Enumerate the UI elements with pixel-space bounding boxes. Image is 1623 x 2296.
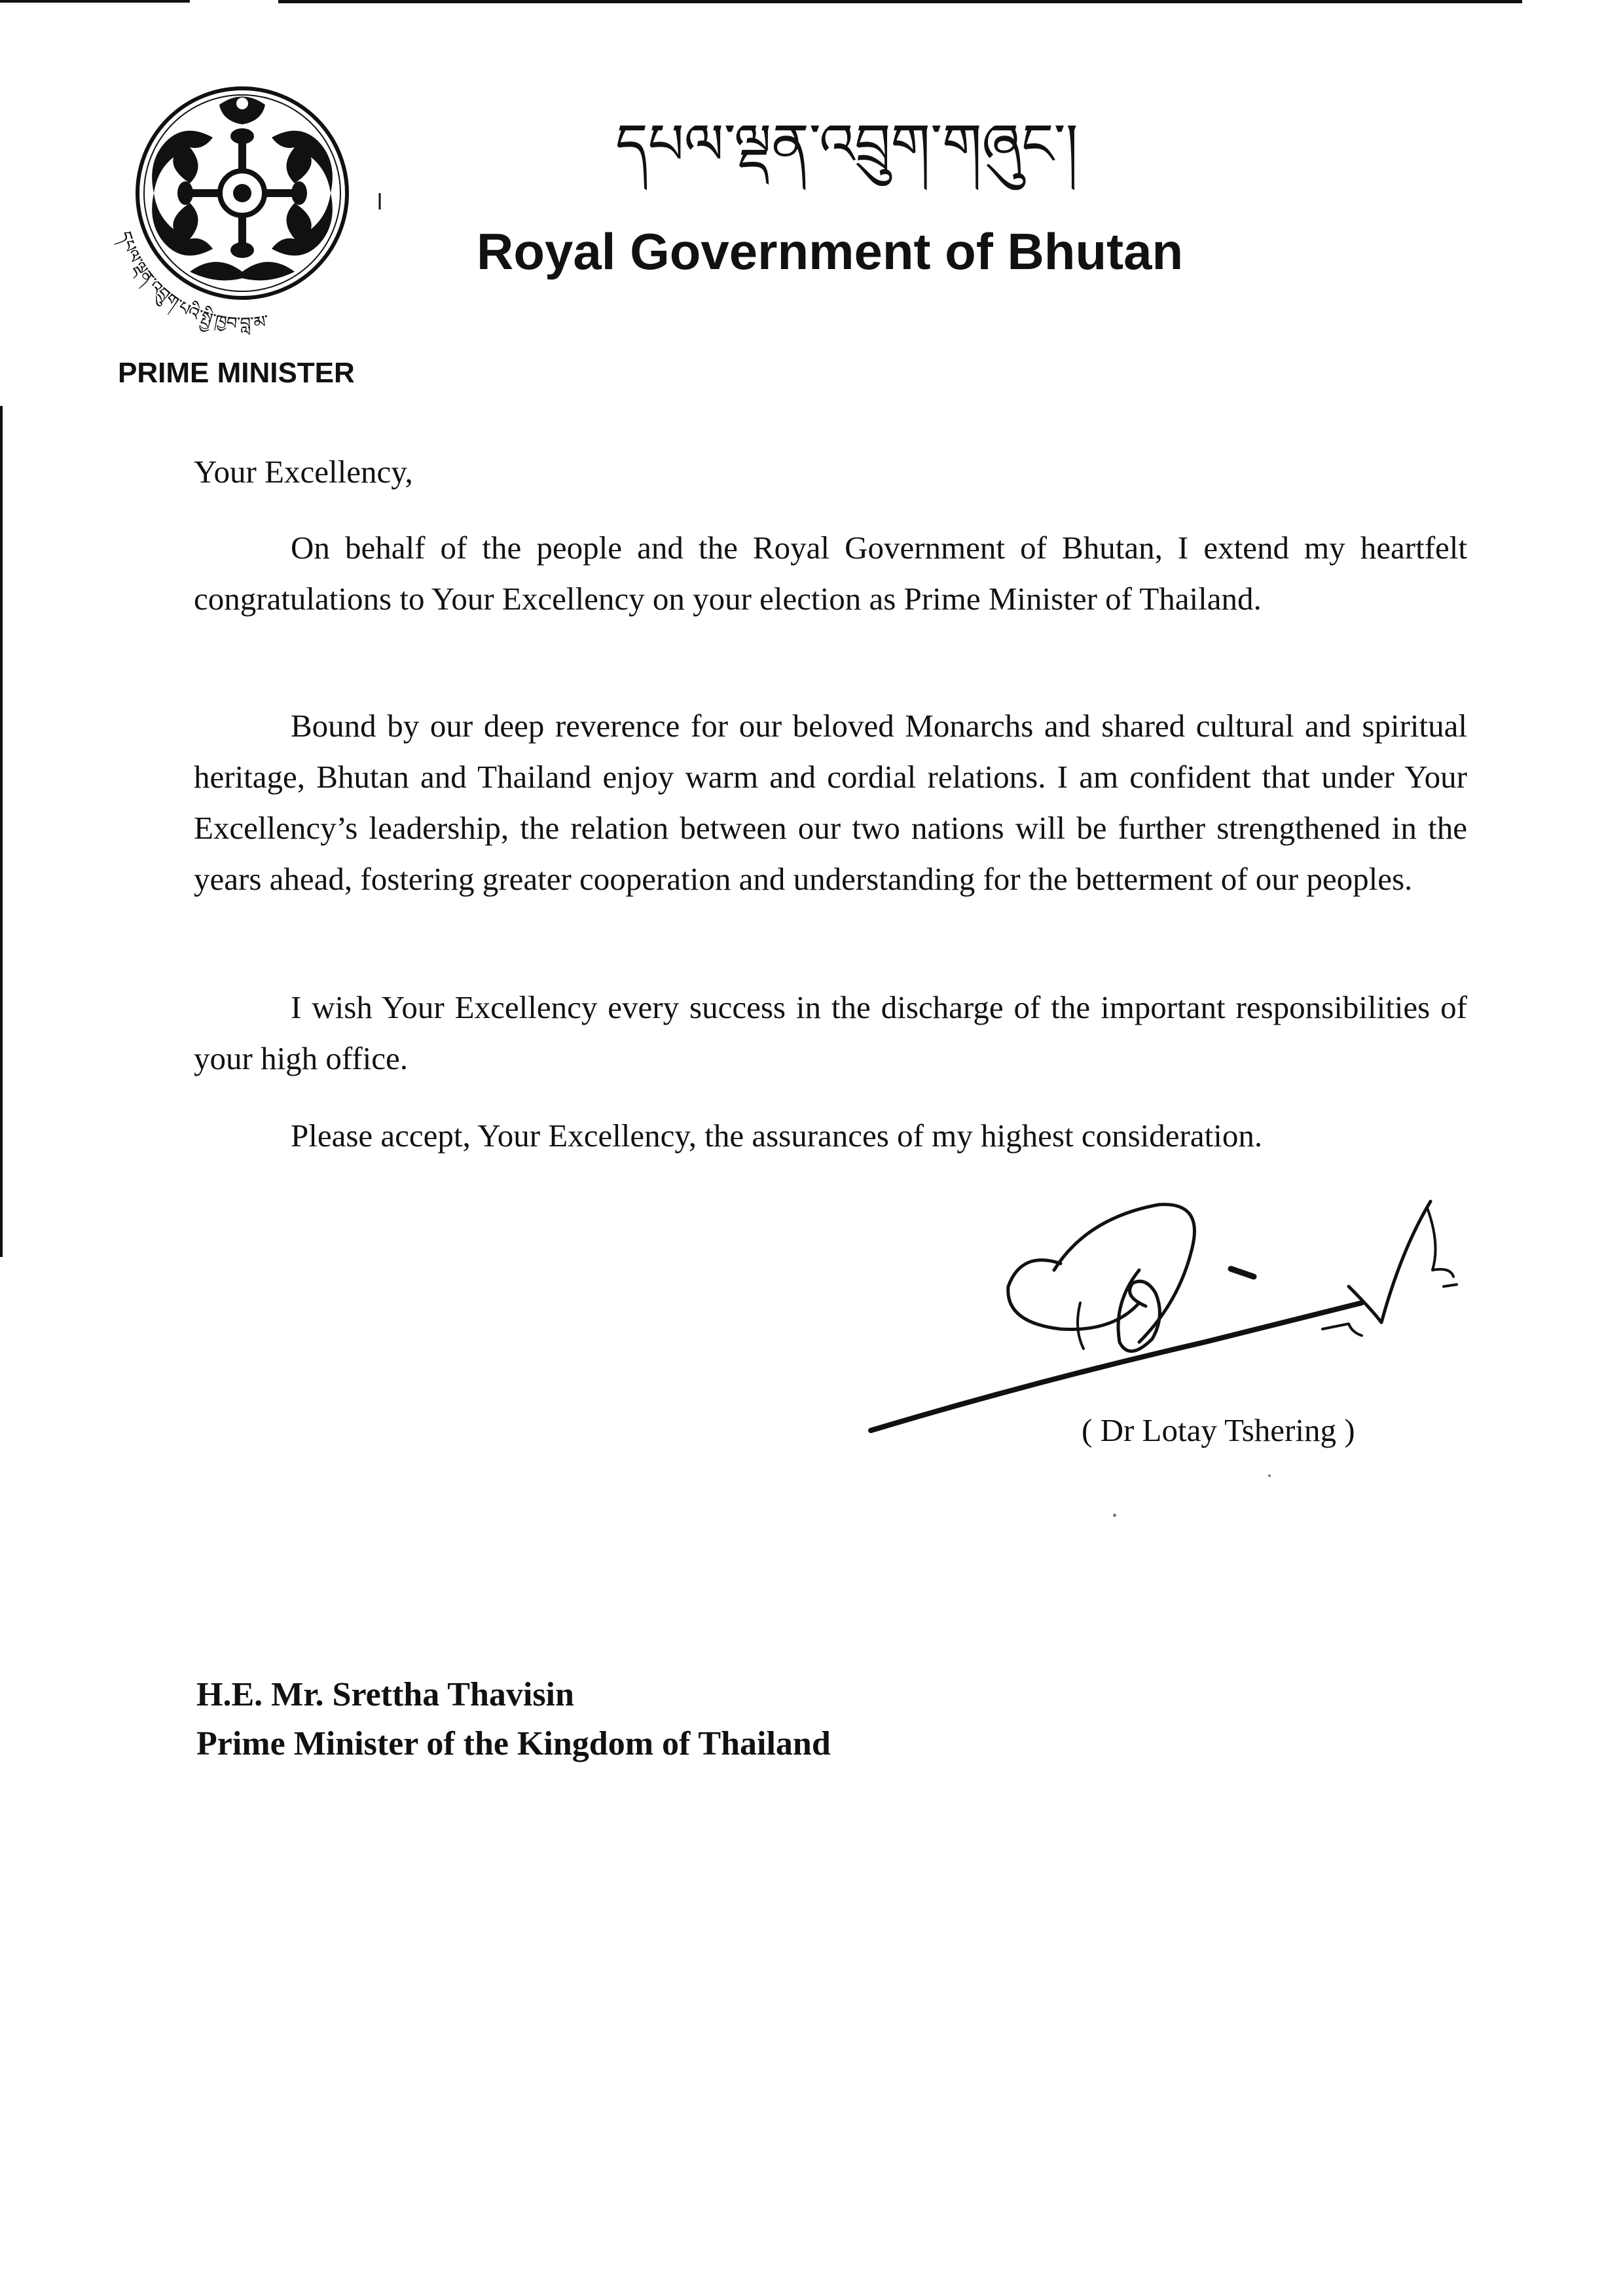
paragraph-wishes: I wish Your Excellency every success in the discharge of the important responsibilities of your high office. xyxy=(194,989,1467,1076)
recipient-name: H.E. Mr. Srettha Thavisin xyxy=(196,1676,574,1713)
salutation: Your Excellency, xyxy=(194,454,413,490)
office-label: PRIME MINISTER xyxy=(118,357,355,389)
paragraph-relations: Bound by our deep reverence for our beloved Monarchs and shared cultural and spiritual heritage, Bhutan and Thailand enjoy warm and cordial relations. I am confident that under Your Excellency’s leadership, the relation between our two nations will be further strengthened in the years ahead, fostering greater cooperation and understanding for the betterment of our peoples. xyxy=(194,708,1467,897)
royal-emblem-icon xyxy=(92,85,393,347)
paragraph-congratulations: On behalf of the people and the Royal Government of Bhutan, I extend my heartfelt congratulations to Your Excellency on your election as Prime Minister of Thailand. xyxy=(194,530,1467,617)
tibetan-title-icon xyxy=(615,98,1126,196)
government-title: Royal Government of Bhutan xyxy=(477,223,1184,280)
emblem-ring-text: དཔལ་ལྡན་འབྲུག་པའི་སྤྱི་ཁྱབ་བླ་མ་ xyxy=(115,228,271,335)
recipient-title: Prime Minister of the Kingdom of Thailand xyxy=(196,1725,831,1762)
tibetan-title: དཔལ་ལྡན་འབྲུག་གཞུང་། xyxy=(615,112,1078,177)
scan-speck xyxy=(1113,1514,1116,1517)
scan-speck xyxy=(1268,1474,1271,1477)
scan-top-rule-left xyxy=(0,0,190,3)
signatory-name: ( Dr Lotay Tshering ) xyxy=(1082,1412,1355,1448)
scan-top-rule-right xyxy=(278,0,1522,3)
paragraph-closing: Please accept, Your Excellency, the assurances of my highest consideration. xyxy=(291,1118,1263,1154)
scan-left-edge-line xyxy=(0,406,3,1257)
